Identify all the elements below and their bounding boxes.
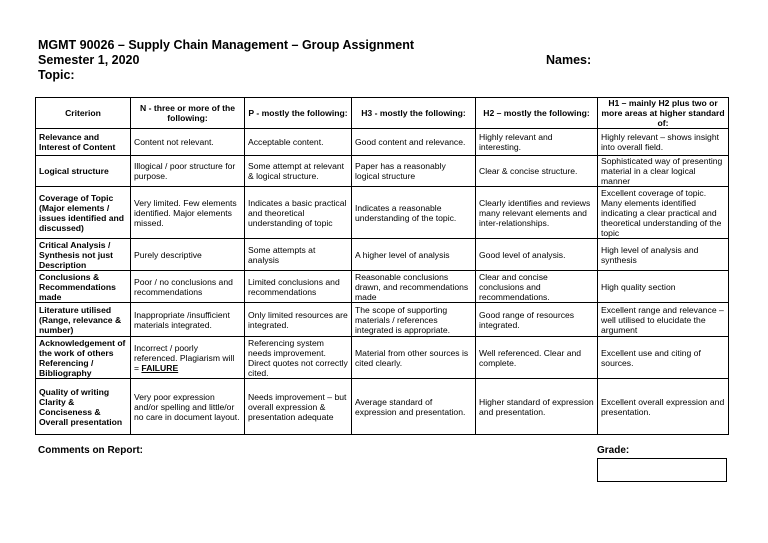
table-row [36,239,729,271]
h3-cell: Good content and relevance. [352,129,476,156]
h2-cell: Good level of analysis. [476,239,598,271]
table-row [36,129,729,156]
names-label: Names: [546,53,592,67]
table-row [36,271,729,303]
p-cell: Some attempts at analysis [245,239,352,271]
criterion-cell: Acknowledgement of the work of others Referencing / Bibliography [36,337,131,379]
p-cell: Needs improvement – but overall expression & presentation adequate [245,379,352,435]
plagiarism-text: Incorrect / poorly referenced. Plagiarism will = [134,342,235,373]
n-cell: Very limited. Few elements identified. Major elements missed. [131,187,245,239]
header-criterion: Criterion [36,98,131,129]
n-cell: Inappropriate /insufficient materials integrated. [131,303,245,337]
criterion-cell: Logical structure [36,156,131,187]
h2-cell: Clear and concise conclusions and recommendations. [476,271,598,303]
h2-cell: Higher standard of expression and presentation. [476,379,598,435]
p-cell: Referencing system needs improvement. Direct quotes not correctly cited. [245,337,352,379]
criterion-cell: Quality of writing Clarity & Conciseness & Overall presentation [36,379,131,435]
h1-cell: Excellent range and relevance – well utilised to elucidate the argument [598,303,729,337]
h2-cell: Good range of resources integrated. [476,303,598,337]
criterion-cell: Relevance and Interest of Content [36,129,131,156]
h2-cell: Highly relevant and interesting. [476,129,598,156]
n-cell [131,337,245,379]
header-h1: H1 – mainly H2 plus two or more areas at higher standard of: [598,98,729,129]
p-cell: Indicates a basic practical and theoretical understanding of topic [245,187,352,239]
header-h2: H2 – mostly the following: [476,98,598,129]
h1-cell: High quality section [598,271,729,303]
criterion-cell: Critical Analysis / Synthesis not just Description [36,239,131,271]
h1-cell: Excellent coverage of topic. Many elements identified indicating a clear practical and theoretical understanding of the topic [598,187,729,239]
criterion-cell: Literature utilised (Range, relevance & number) [36,303,131,337]
semester-label: Semester 1, 2020 [38,53,140,67]
grade-label: Grade: [597,445,630,456]
h1-cell: Excellent use and citing of sources. [598,337,729,379]
h3-cell: Paper has a reasonably logical structure [352,156,476,187]
header-n: N - three or more of the following: [131,98,245,129]
h3-cell: A higher level of analysis [352,239,476,271]
failure-text: FAILURE [141,362,179,373]
p-cell: Only limited resources are integrated. [245,303,352,337]
h1-cell: High level of analysis and synthesis [598,239,729,271]
grade-box[interactable] [597,458,727,482]
topic-label: Topic: [38,68,75,82]
h3-cell: Material from other sources is cited clearly. [352,337,476,379]
n-cell: Illogical / poor structure for purpose. [131,156,245,187]
table-row [36,337,729,379]
header-h3: H3 - mostly the following: [352,98,476,129]
comments-label: Comments on Report: [38,445,143,456]
criterion-cell: Coverage of Topic (Major elements / issues identified and discussed) [36,187,131,239]
h2-cell: Clear & concise structure. [476,156,598,187]
h2-cell: Clearly identifies and reviews many relevant elements and inter-relationships. [476,187,598,239]
table-row [36,379,729,435]
h2-cell: Well referenced. Clear and complete. [476,337,598,379]
h1-cell: Excellent overall expression and presentation. [598,379,729,435]
h3-cell: Indicates a reasonable understanding of the topic. [352,187,476,239]
header-p: P - mostly the following: [245,98,352,129]
h1-cell: Highly relevant – shows insight into overall field. [598,129,729,156]
h3-cell: Average standard of expression and presentation. [352,379,476,435]
rubric-table [35,97,729,435]
criterion-cell: Conclusions & Recommendations made [36,271,131,303]
header-row [36,98,729,129]
h3-cell: Reasonable conclusions drawn, and recommendations made [352,271,476,303]
p-cell: Limited conclusions and recommendations [245,271,352,303]
n-cell: Content not relevant. [131,129,245,156]
table-row [36,156,729,187]
table-row [36,187,729,239]
document-title: MGMT 90026 – Supply Chain Management – Group Assignment [38,38,414,52]
n-cell: Poor / no conclusions and recommendations [131,271,245,303]
h1-cell: Sophisticated way of presenting material in a clear logical manner [598,156,729,187]
n-cell: Very poor expression and/or spelling and little/or no care in document layout. [131,379,245,435]
table-row [36,303,729,337]
n-cell: Purely descriptive [131,239,245,271]
h3-cell: The scope of supporting materials / references integrated is appropriate. [352,303,476,337]
p-cell: Some attempt at relevant & logical structure. [245,156,352,187]
p-cell: Acceptable content. [245,129,352,156]
